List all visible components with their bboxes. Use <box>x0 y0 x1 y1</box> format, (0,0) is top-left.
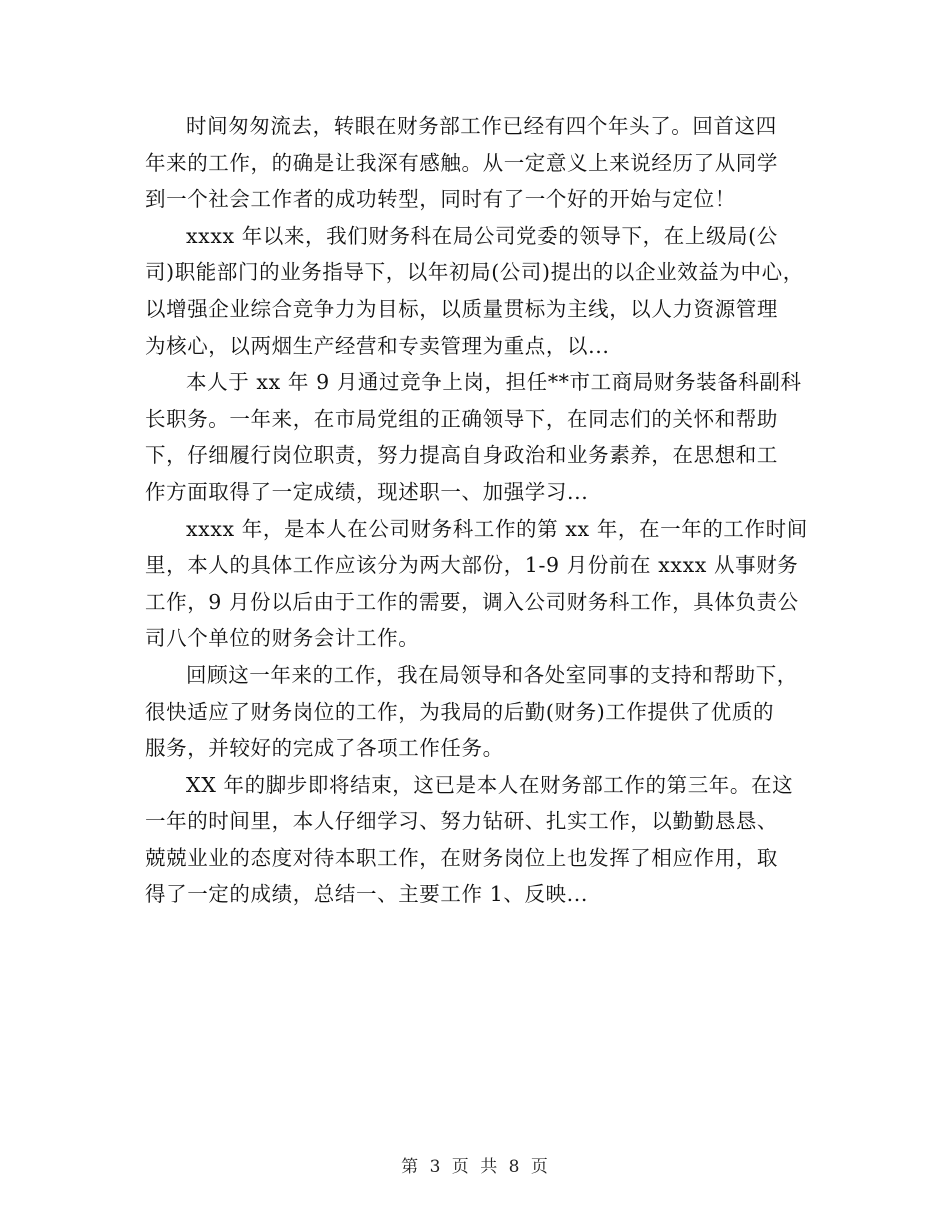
paragraph <box>145 218 807 364</box>
text-line: 工作，9 月份以后由于工作的需要，调入公司财务科工作，具体负责公 <box>145 589 799 614</box>
text-line: 为核心，以两烟生产经营和专卖管理为重点，以... <box>145 333 610 358</box>
text-line: xxxx 年以来，我们财务科在局公司党委的领导下，在上级局(公 <box>186 223 778 248</box>
paragraph <box>145 108 807 218</box>
page-number-footer: 第 3 页 共 8 页 <box>401 1157 549 1177</box>
text-line: 一年的时间里，本人仔细学习、努力钻研、扎实工作，以勤勤恳恳、 <box>145 809 778 834</box>
text-line: 下，仔细履行岗位职责，努力提高自身政治和业务素养，在思想和工 <box>145 443 778 468</box>
text-line: 时间匆匆流去，转眼在财务部工作已经有四个年头了。回首这四 <box>186 114 777 138</box>
text-line: 里，本人的具体工作应该分为两大部份，1-9 月份前在 xxxx 从事财务 <box>145 553 799 578</box>
document-body <box>145 108 807 913</box>
text-line: 司八个单位的财务会计工作。 <box>145 626 420 651</box>
text-line: 长职务。一年来，在市局党组的正确领导下，在同志们的关怀和帮助 <box>145 406 778 431</box>
text-line: 服务，并较好的完成了各项工作任务。 <box>145 736 504 761</box>
text-line: 回顾这一年来的工作，我在局领导和各处室同事的支持和帮助下， <box>186 662 798 687</box>
text-line: 得了一定的成绩，总结一、主要工作 1、反映... <box>145 882 589 907</box>
text-line: xxxx 年，是本人在公司财务科工作的第 xx 年，在一年的工作时间 <box>186 516 808 541</box>
paragraph <box>145 657 807 767</box>
text-line: 司)职能部门的业务指导下，以年初局(公司)提出的以企业效益为中心， <box>145 260 804 285</box>
paragraph <box>145 364 807 510</box>
paragraph <box>145 767 807 913</box>
text-line: 兢兢业业的态度对待本职工作，在财务岗位上也发挥了相应作用，取 <box>145 845 778 870</box>
text-line: XX 年的脚步即将结束，这已是本人在财务部工作的第三年。在这 <box>186 772 794 797</box>
text-line: 很快适应了财务岗位的工作，为我局的后勤(财务)工作提供了优质的 <box>145 699 775 724</box>
text-line: 以增强企业综合竞争力为目标，以质量贯标为主线，以人力资源管理 <box>145 296 778 321</box>
text-line: 年来的工作，的确是让我深有感触。从一定意义上来说经历了从同学 <box>145 150 778 175</box>
text-line: 本人于 xx 年 9 月通过竞争上岗，担任**市工商局财务装备科副科 <box>186 370 802 395</box>
text-line: 到一个社会工作者的成功转型，同时有了一个好的开始与定位！ <box>145 187 736 212</box>
text-line: 作方面取得了一定成绩，现述职一、加强学习... <box>145 479 589 504</box>
paragraph <box>145 511 807 657</box>
